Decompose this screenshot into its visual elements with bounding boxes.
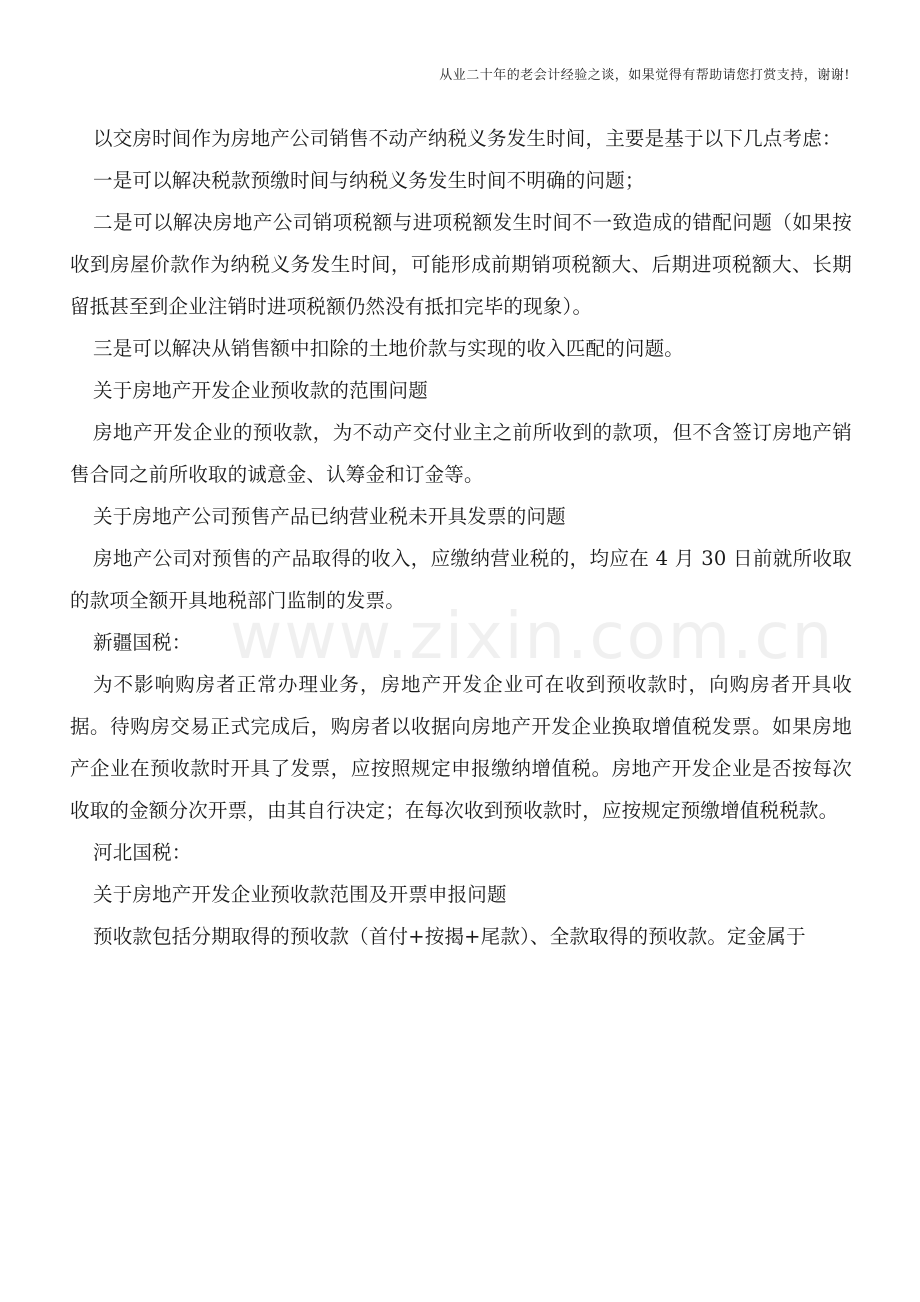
paragraph: 预收款包括分期取得的预收款（首付+按揭+尾款）、全款取得的预收款。定金属于 <box>93 925 806 948</box>
watermark: www.zixin.com.cn <box>230 600 835 674</box>
section-heading: 河北国税： <box>93 841 192 864</box>
paragraph: 房地产开发企业的预收款，为不动产交付业主之前所收到的款项，但不含签订房地产销售合同之前所收取的诚意金、认筹金和订金等。 <box>70 421 852 486</box>
section-heading: 新疆国税： <box>93 631 192 654</box>
paragraph: 一是可以解决税款预缴时间与纳税义务发生时间不明确的问题； <box>93 169 645 192</box>
section-heading: 关于房地产公司预售产品已纳营业税未开具发票的问题 <box>93 505 566 528</box>
paragraph: 以交房时间作为房地产公司销售不动产纳税义务发生时间，主要是基于以下几点考虑： <box>93 127 842 150</box>
paragraph: 二是可以解决房地产公司销项税额与进项税额发生时间不一致造成的错配问题（如果按收到房屋价款作为纳税义务发生时间，可能形成前期销项税额大、后期进项税额大、长期留抵甚至到企业注销时进项税额仍然没有抵扣完毕的现象）。 <box>70 211 852 318</box>
paragraph: 为不影响购房者正常办理业务，房地产开发企业可在收到预收款时，向购房者开具收据。待购房交易正式完成后，购房者以收据向房地产开发企业换取增值税发票。如果房地产企业在预收款时开具了发票，应按照规定申报缴纳增值税。房地产开发企业是否按每次收取的金额分次开票，由其自行决定；在每次收到预收款时，应按规定预缴增值税税款。 <box>70 673 852 822</box>
section-heading: 关于房地产开发企业预收款范围及开票申报问题 <box>93 883 507 906</box>
header-note: 从业二十年的老会计经验之谈，如果觉得有帮助请您打赏支持，谢谢! <box>439 68 850 83</box>
section-heading: 关于房地产开发企业预收款的范围问题 <box>93 379 428 402</box>
paragraph: 房地产公司对预售的产品取得的收入，应缴纳营业税的，均应在 4 月 30 日前就所收取的款项全额开具地税部门监制的发票。 <box>70 547 852 612</box>
paragraph: 三是可以解决从销售额中扣除的土地价款与实现的收入匹配的问题。 <box>93 337 685 360</box>
document-body <box>70 118 852 958</box>
